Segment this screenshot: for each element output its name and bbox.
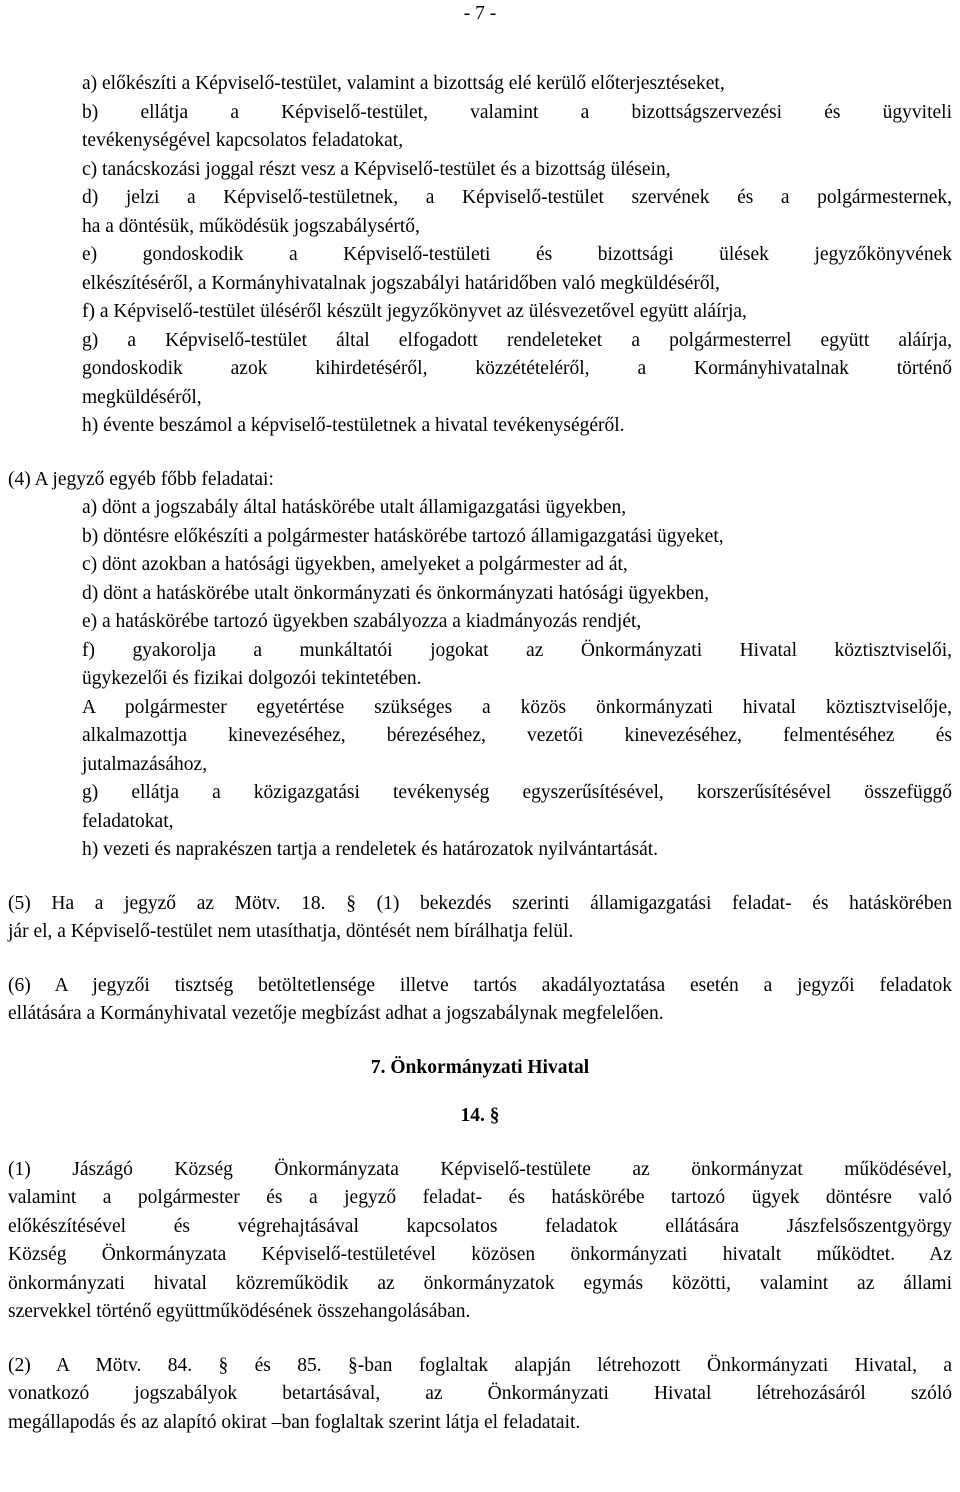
text-line: e) a hatáskörébe tartozó ügyekben szabályozza a kiadmányozás rendjét, <box>82 611 642 632</box>
text-line: a) dönt a jogszabály által hatáskörébe utalt államigazgatási ügyekben, <box>82 497 627 518</box>
text-line: gondoskodik azok kihirdetéséről, közzétételéről, a Kormányhivatalnak történő <box>82 358 952 379</box>
text-line: (2) A Mötv. 84. § és 85. §-ban foglaltak alapján létrehozott Önkormányzati Hivatal, a <box>8 1354 952 1376</box>
section-4-list <box>0 494 960 865</box>
text-line: (6) A jegyzői tisztség betöltetlensége illetve tartós akadályoztatása esetén a jegyzői feladatok <box>8 974 952 996</box>
spacer <box>0 865 960 890</box>
text-line: f) a Képviselő-testület üléséről készült jegyzőkönyvet az ülésvezetővel együtt aláírja, <box>82 301 747 322</box>
section-4-heading <box>0 466 960 495</box>
spacer <box>0 441 960 466</box>
page-number: - 7 - <box>463 3 497 24</box>
text-line: g) ellátja a közigazgatási tevékenység egyszerűsítésével, korszerűsítésével összefüggő <box>82 782 952 803</box>
text-line: (1) Jászágó Község Önkormányzata Képviselő-testülete az önkormányzat működésével, <box>8 1158 952 1180</box>
spacer <box>0 947 960 972</box>
text-line: alkalmazottja kinevezéséhez, bérezéséhez, vezetői kinevezéséhez, felmentéséhez és <box>82 725 952 746</box>
text-line: e) gondoskodik a Képviselő-testületi és bizottsági ülések jegyzőkönyvének <box>82 244 952 265</box>
text-line: megküldéséről, <box>82 386 202 408</box>
text-line: jutalmazásához, <box>82 753 208 775</box>
text-line: vonatkozó jogszabályok betartásával, az Önkormányzati Hivatal létrehozásáról szóló <box>8 1383 952 1404</box>
section-4-heading-text: (4) A jegyző egyéb főbb feladatai: <box>8 468 274 490</box>
text-line: g) a Képviselő-testület által elfogadott rendeleteket a polgármesterrel együtt aláírja, <box>82 329 952 351</box>
text-line: ellátására a Kormányhivatal vezetője megbízást adhat a jogszabálynak megfelelően. <box>8 1003 664 1024</box>
paragraph-14-2 <box>0 1352 960 1438</box>
text-line: elkészítéséről, a Kormányhivatalnak jogszabályi határidőben való megküldéséről, <box>82 272 720 294</box>
text-line: önkormányzati hivatal közreműködik az önkormányzatok egymás közötti, valamint az állami <box>8 1272 952 1294</box>
section-6-paragraph <box>0 972 960 1029</box>
text-line: ügykezelői és fizikai dolgozói tekintetében. <box>82 668 422 689</box>
text-line: b) ellátja a Képviselő-testület, valamint a bizottságszervezési és ügyviteli <box>82 101 952 123</box>
paragraph-14-1 <box>0 1156 960 1327</box>
text-line: c) dönt azokban a hatósági ügyekben, amelyeket a polgármester ad át, <box>82 554 628 575</box>
text-line: (5) Ha a jegyző az Mötv. 18. § (1) bekezdés szerinti államigazgatási feladat- és hatáskörében <box>8 892 952 914</box>
paragraph-number: 14. § <box>460 1105 500 1126</box>
text-line: feladatokat, <box>82 810 174 832</box>
text-line: szervekkel történő együttműködésének összehangolásában. <box>8 1301 471 1322</box>
document-body <box>0 70 960 1437</box>
text-line: f) gyakorolja a munkáltatói jogokat az Önkormányzati Hivatal köztisztviselői, <box>82 639 952 661</box>
spacer <box>0 1131 960 1156</box>
text-line: valamint a polgármester és a jegyző feladat- és hatáskörébe tartozó ügyek döntésre való <box>8 1187 952 1208</box>
text-line: a) előkészíti a Képviselő-testület, valamint a bizottság elé kerülő előterjesztéseket, <box>82 73 725 94</box>
text-line: Község Önkormányzata Képviselő-testületével közösen önkormányzati hivatalt működtet. Az <box>8 1244 952 1265</box>
text-line: b) döntésre előkészíti a polgármester hatáskörébe tartozó államigazgatási ügyeket, <box>82 525 724 547</box>
spacer <box>0 1082 960 1102</box>
chapter-title: 7. Önkormányzati Hivatal <box>370 1056 590 1078</box>
text-line: c) tanácskozási joggal részt vesz a Képviselő-testület és a bizottság ülésein, <box>82 158 671 180</box>
text-line: előkészítésével és végrehajtásával kapcsolatos feladatok ellátására Jászfelsőszentgyörgy <box>8 1215 952 1237</box>
section-3-list <box>0 70 960 441</box>
text-line: A polgármester egyetértése szükséges a közös önkormányzati hivatal köztisztviselője, <box>82 696 952 718</box>
section-5-paragraph <box>0 890 960 947</box>
text-line: megállapodás és az alapító okirat –ban foglaltak szerint látja el feladatait. <box>8 1411 581 1433</box>
text-line: ha a döntésük, működésük jogszabálysértő, <box>82 215 420 237</box>
text-line: d) dönt a hatáskörébe utalt önkormányzati és önkormányzati hatósági ügyekben, <box>82 582 710 604</box>
text-line: h) évente beszámol a képviselő-testületnek a hivatal tevékenységéről. <box>82 415 625 436</box>
spacer <box>0 1327 960 1352</box>
spacer <box>0 1029 960 1054</box>
text-line: h) vezeti és naprakészen tartja a rendeletek és határozatok nyilvántartását. <box>82 839 659 860</box>
text-line: d) jelzi a Képviselő-testületnek, a Képviselő-testület szervének és a polgármesternek, <box>82 187 952 208</box>
text-line: tevékenységével kapcsolatos feladatokat, <box>82 130 404 151</box>
text-line: jár el, a Képviselő-testület nem utasíthatja, döntését nem bírálhatja felül. <box>8 921 574 942</box>
